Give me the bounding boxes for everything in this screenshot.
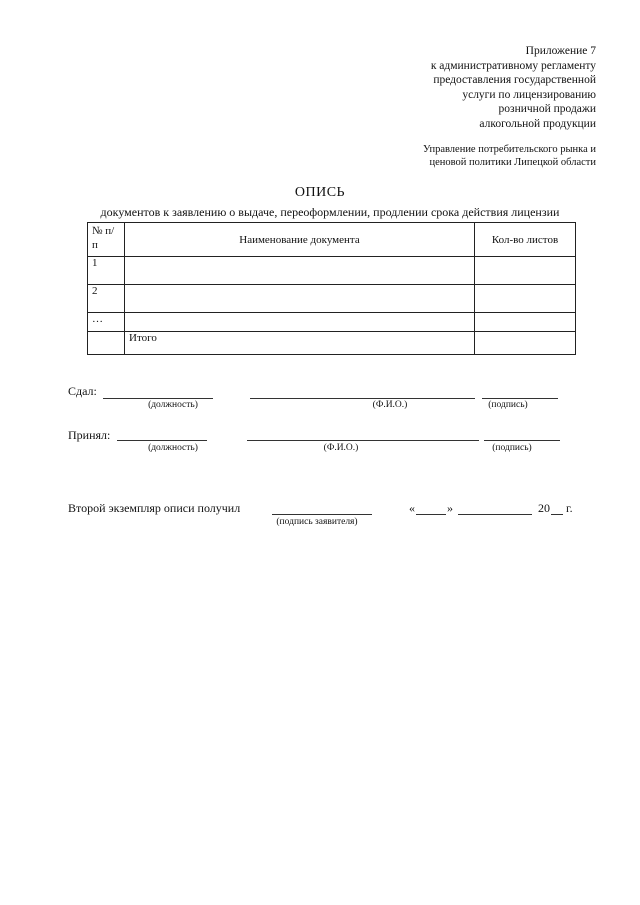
table-row xyxy=(88,257,576,285)
row-name[interactable] xyxy=(125,313,475,332)
header-name: Наименование документа xyxy=(125,223,475,257)
table-row xyxy=(88,285,576,313)
accepted-position-caption: (должность) xyxy=(148,443,198,453)
row-sheets[interactable] xyxy=(475,313,576,332)
total-label: Итого xyxy=(125,332,475,355)
row-name[interactable] xyxy=(125,257,475,285)
date-year-line[interactable] xyxy=(551,514,563,515)
table-total-row xyxy=(88,332,576,355)
table-row xyxy=(88,313,576,332)
second-copy-label: Второй экземпляр описи получил xyxy=(68,501,241,515)
date-quote-close: » xyxy=(447,501,453,515)
department-line: Управление потребительского рынка и xyxy=(422,144,596,155)
row-num xyxy=(88,332,125,355)
year-prefix: 20 xyxy=(538,501,550,515)
handed-signature-line[interactable] xyxy=(482,398,558,399)
row-num: … xyxy=(88,313,125,332)
row-sheets[interactable] xyxy=(475,285,576,313)
handed-position-caption: (должность) xyxy=(148,400,198,410)
accepted-signature-caption: (подпись) xyxy=(492,443,532,453)
appendix-line: Приложение 7 xyxy=(525,45,596,57)
appendix-line: услуги по лицензированию xyxy=(462,88,596,101)
table-header-row xyxy=(88,223,576,257)
date-month-line[interactable] xyxy=(458,514,532,515)
department-line: ценовой политики Липецкой области xyxy=(429,157,596,168)
appendix-line: к административному регламенту xyxy=(430,59,596,72)
accepted-signature-line[interactable] xyxy=(484,440,560,441)
handed-name-line[interactable] xyxy=(250,398,475,399)
row-num: 2 xyxy=(88,285,125,313)
appendix-line: алкогольной продукции xyxy=(479,117,596,130)
accepted-name-line[interactable] xyxy=(247,440,479,441)
document-title: ОПИСЬ xyxy=(294,185,346,200)
accepted-position-line[interactable] xyxy=(117,440,207,441)
header-sheets: Кол-во листов xyxy=(475,223,576,257)
row-sheets[interactable] xyxy=(475,257,576,285)
date-quote-open: « xyxy=(409,501,415,515)
header-num: № п/п xyxy=(88,223,125,257)
department-addressee xyxy=(423,143,596,169)
inventory-table xyxy=(87,222,576,355)
accepted-name-caption: (Ф.И.О.) xyxy=(323,443,359,453)
year-suffix: г. xyxy=(566,501,573,515)
appendix-header xyxy=(431,44,596,132)
handed-label: Сдал: xyxy=(68,384,97,398)
document-subtitle: документов к заявлению о выдаче, переоформлении, продлении срока действия лицензии xyxy=(100,205,560,219)
applicant-signature-caption: (подпись заявителя) xyxy=(276,517,358,527)
total-sheets[interactable] xyxy=(475,332,576,355)
handed-position-line[interactable] xyxy=(103,398,213,399)
handed-signature-caption: (подпись) xyxy=(488,400,528,410)
appendix-line: розничной продажи xyxy=(498,103,596,116)
applicant-signature-line[interactable] xyxy=(272,514,372,515)
date-day-line[interactable] xyxy=(416,514,446,515)
row-name[interactable] xyxy=(125,285,475,313)
handed-name-caption: (Ф.И.О.) xyxy=(372,400,408,410)
accepted-label: Принял: xyxy=(68,428,111,442)
row-num: 1 xyxy=(88,257,125,285)
appendix-line: предоставления государственной xyxy=(433,74,596,87)
